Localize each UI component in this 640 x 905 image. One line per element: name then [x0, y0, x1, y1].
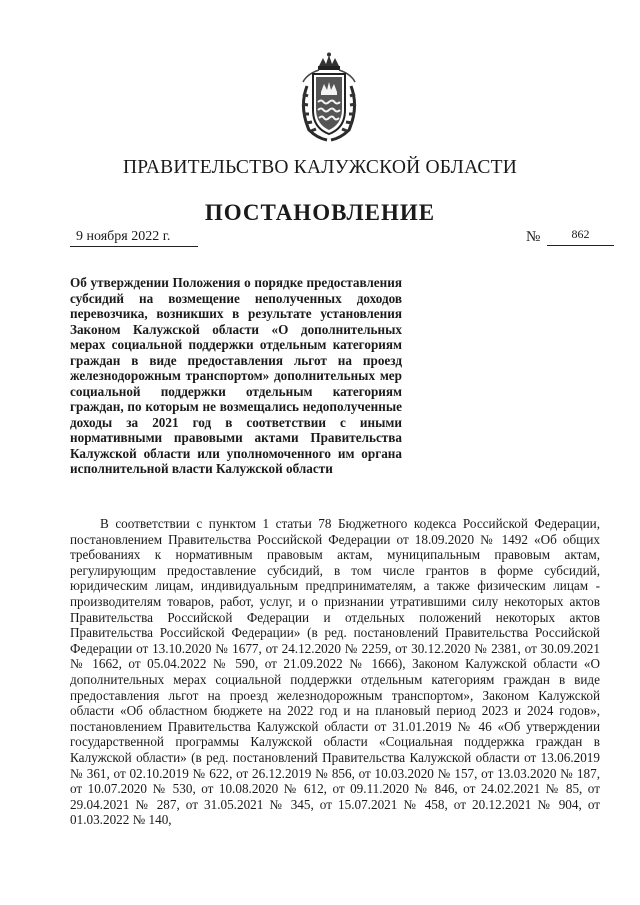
- coat-of-arms-icon: [297, 52, 361, 142]
- government-title: ПРАВИТЕЛЬСТВО КАЛУЖСКОЙ ОБЛАСТИ: [123, 157, 517, 178]
- document-body-paragraph: В соответствии с пунктом 1 статьи 78 Бюджетного кодекса Российской Федерации, постановлением Правительства Российской Федерации от 18.09.2020 № 1492 «Об общих требованиях к нормативным правовым актам, муниципальным правовым актам, регулирующим предоставление субсидий, в том числе грантов в форме субсидий, юридическим лицам, индивидуальным предпринимателям, а также физическим лицам - производителям товаров, работ, услуг, и о признании утратившими силу некоторых актов Правительства Российской Федерации и отдельных положений некоторых актов Правительства Российской Федерации» (в ред. постановлений Правительства Российской Федерации от 13.10.2020 № 1677, от 24.12.2020 № 2259, от 30.12.2020 № 2381, от 30.09.2021 № 1662, от 05.04.2022 № 590, от 21.09.2022 № 1666), Законом Калужской области «О дополнительных мерах социальной поддержки отдельным категориям граждан в виде предоставления льгот на проезд железнодорожным транспортом», Законом Калужской области «Об областном бюджете на 2022 год и на плановый период 2023 и 2024 годов», постановлением Правительства Калужской области от 31.01.2019 № 46 «Об утверждении государственной программы Калужской области «Социальная поддержка граждан в Калужской области» (в ред. постановлений Правительства Калужской области от 13.06.2019 № 361, от 02.10.2019 № 622, от 26.12.2019 № 856, от 10.03.2020 № 157, от 13.03.2020 № 187, от 10.07.2020 № 530, от 10.08.2020 № 612, от 09.11.2020 № 846, от 24.02.2021 № 85, от 29.04.2021 № 287, от 31.05.2021 № 345, от 15.07.2021 № 458, от 20.12.2021 № 904, от 01.03.2022 № 140,: [70, 516, 600, 828]
- document-subject: Об утверждении Положения о порядке предоставления субсидий на возмещение неполученных доходов перевозчика, возникших в результате установления Законом Калужской области «О дополнительных мерах социальной поддержки отдельным категориям граждан в виде предоставления льгот на проезд железнодорожным транспортом» дополнительных мер социальной поддержки отдельным категориям граждан, по которым не возмещались недополученные доходы за 2021 год в соответствии с иными нормативными правовыми актами Правительства Калужской области или уполномоченного им органа исполнительной власти Калужской области: [70, 275, 402, 476]
- document-number-label: №: [526, 229, 541, 245]
- document-date: 9 ноября 2022 г.: [70, 229, 198, 247]
- document-number: 862: [547, 227, 614, 246]
- document-type-heading: ПОСТАНОВЛЕНИЕ: [204, 200, 436, 225]
